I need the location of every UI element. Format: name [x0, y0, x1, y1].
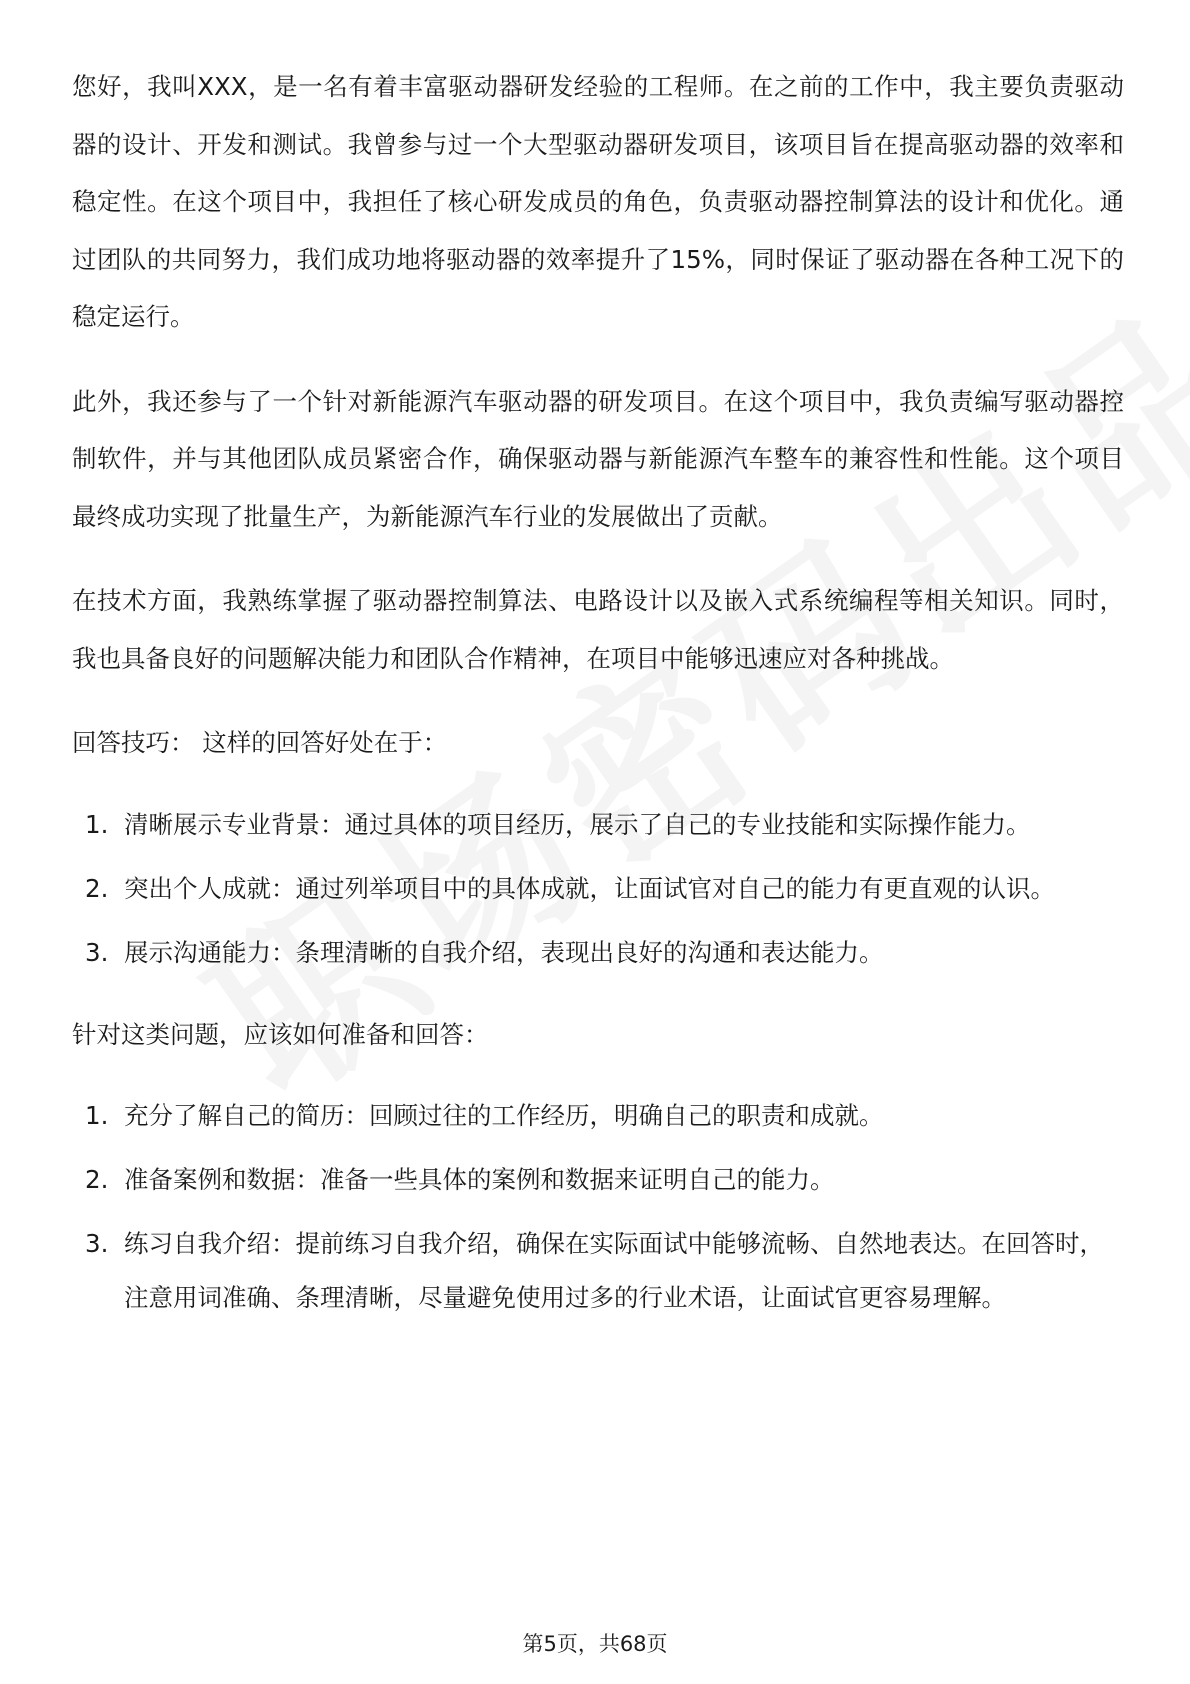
list-item-text: 准备案例和数据：准备一些具体的案例和数据来证明自己的能力。: [124, 1165, 835, 1194]
list-number: 1.: [85, 809, 109, 839]
list-item: [72, 1217, 1124, 1325]
list-item-text: 充分了解自己的简历：回顾过往的工作经历，明确自己的职责和成就。: [124, 1101, 884, 1130]
list-item: [72, 926, 1124, 980]
list-item-text: 突出个人成就：通过列举项目中的具体成就，让面试官对自己的能力有更直观的认识。: [124, 873, 1055, 903]
intro-paragraph: 您好，我叫XXX，是一名有着丰富驱动器研发经验的工程师。在之前的工作中，我主要负责驱动器的设计、开发和测试。我曾参与过一个大型驱动器研发项目，该项目旨在提高驱动器的效率和稳定性。在这个项目中，我担任了核心研发成员的角色，负责驱动器控制算法的设计和优化。通过团队的共同努力，我们成功地将驱动器的效率提升了15%，同时保证了驱动器在各种工况下的稳定运行。: [72, 72, 1124, 331]
list-item-text: 展示沟通能力：条理清晰的自我介绍，表现出良好的沟通和表达能力。: [124, 937, 884, 967]
project-paragraph: 此外，我还参与了一个针对新能源汽车驱动器的研发项目。在这个项目中，我负责编写驱动器控制软件，并与其他团队成员紧密合作，确保驱动器与新能源汽车整车的兼容性和性能。这个项目最终成功实现了批量生产，为新能源汽车行业的发展做出了贡献。: [72, 386, 1124, 531]
list-item: [72, 1153, 1124, 1207]
list-item-text: 练习自我介绍：提前练习自我介绍，确保在实际面试中能够流畅、自然地表达。在回答时，注意用词准确、条理清晰，尽量避免使用过多的行业术语，让面试官更容易理解。: [124, 1229, 1104, 1312]
prep-list: [72, 1089, 1124, 1325]
list-item: [72, 798, 1124, 852]
list-item-text: 清晰展示专业背景：通过具体的项目经历，展示了自己的专业技能和实际操作能力。: [124, 809, 1031, 839]
tips-heading: 回答技巧： 这样的回答好处在于：: [72, 728, 448, 757]
prep-heading: 针对这类问题，应该如何准备和回答：: [72, 1019, 489, 1049]
list-number: 3.: [85, 937, 109, 967]
skills-paragraph: 在技术方面，我熟练掌握了驱动器控制算法、电路设计以及嵌入式系统编程等相关知识。同时，我也具备良好的问题解决能力和团队合作精神，在项目中能够迅速应对各种挑战。: [72, 586, 1124, 673]
list-number: 2.: [85, 873, 109, 903]
tips-list: [72, 798, 1124, 980]
page-footer: 第5页，共68页: [522, 1632, 668, 1656]
list-number: 1.: [85, 1101, 109, 1130]
list-item: [72, 862, 1124, 916]
document-body: [72, 58, 1124, 1351]
list-number: 2.: [85, 1165, 109, 1194]
list-item: [72, 1089, 1124, 1143]
list-number: 3.: [85, 1229, 109, 1258]
